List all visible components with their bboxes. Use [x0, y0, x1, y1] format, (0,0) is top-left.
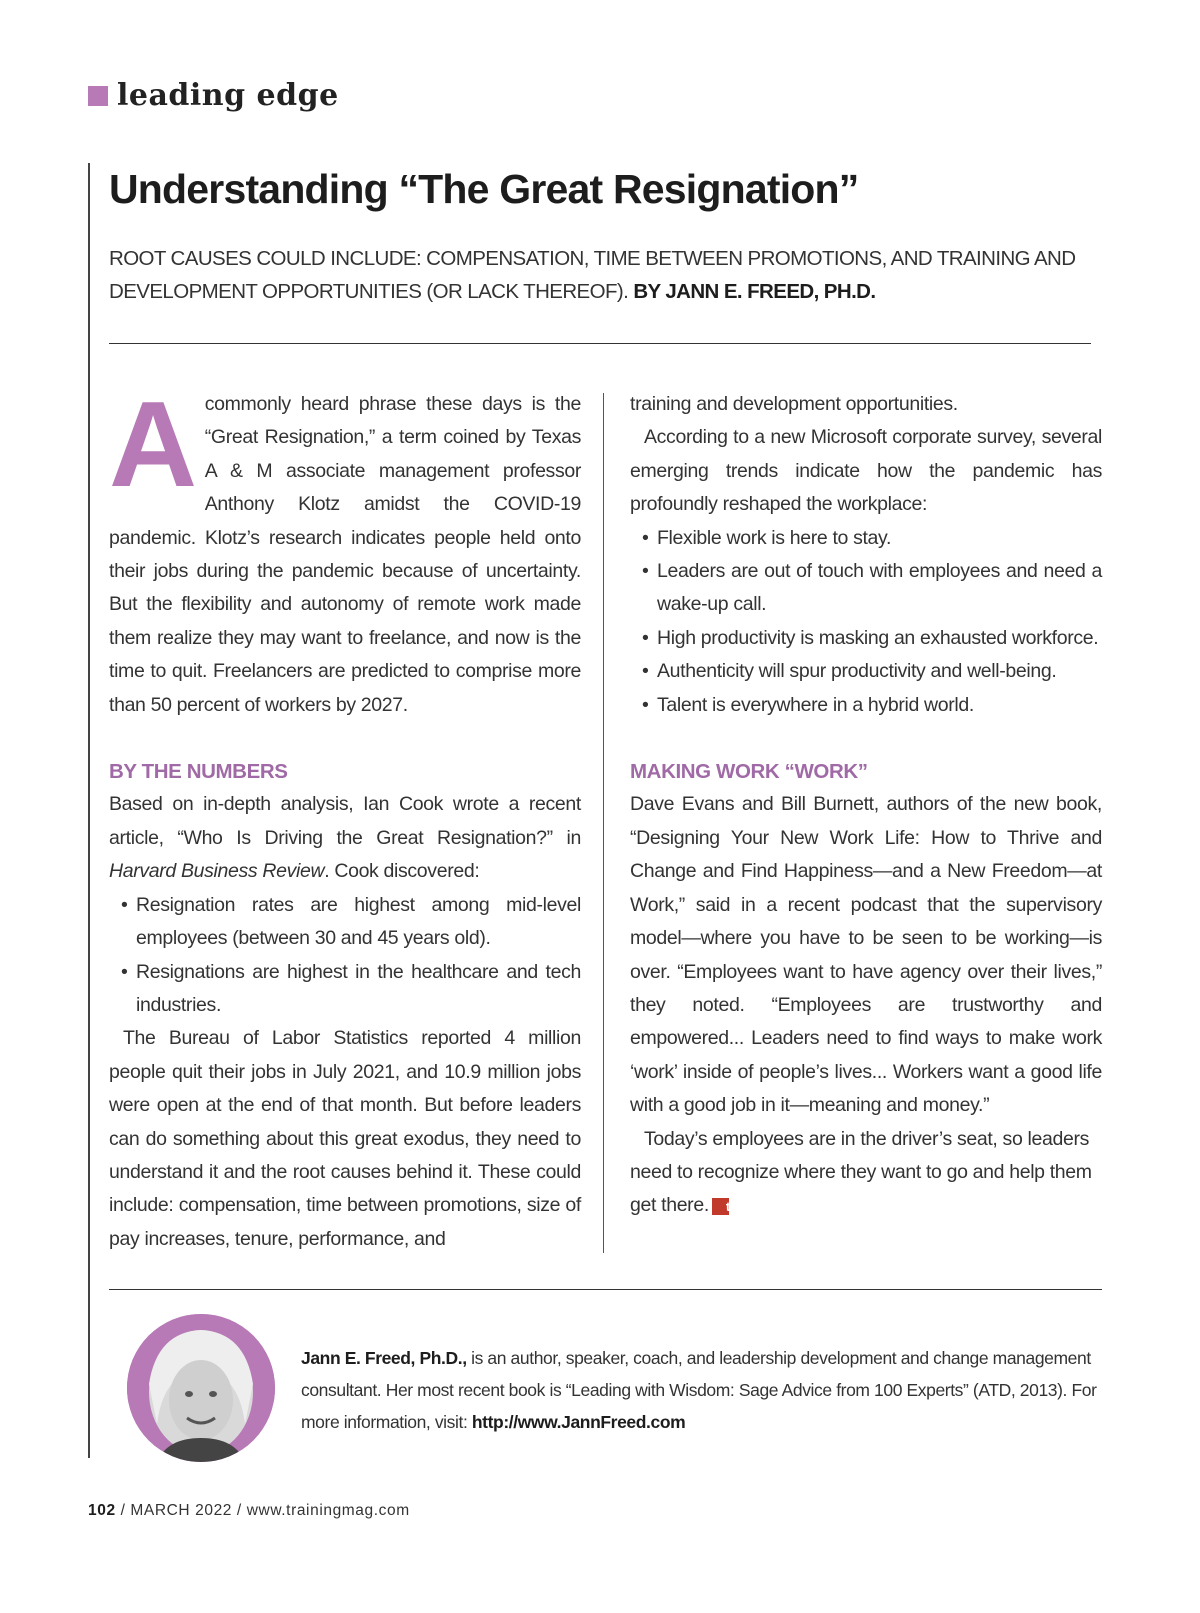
publication-title: Harvard Business Review	[109, 860, 325, 883]
bls-paragraph: The Bureau of Labor Statistics reported 4 million people quit their jobs in July 2021, and 10.9 million jobs were open at the end of that month. But before leaders can do something about this great exodus, they need to understand it and the root causes behind it. These could include: compensation, time between promotions, size of pay increases, tenure, performance, and	[109, 1027, 581, 1250]
microsoft-paragraph: According to a new Microsoft corporate survey, several emerging trends indicate how the pandemic has profoundly reshaped the workplace:	[630, 426, 1102, 516]
author-photo-icon	[127, 1314, 275, 1462]
numbers-text-end: . Cook discovered:	[324, 860, 480, 883]
list-item: • Leaders are out of touch with employees and need a wake-up call.	[630, 555, 1102, 622]
list-item: • Flexible work is here to stay.	[630, 522, 1102, 555]
page-number: 102	[88, 1502, 116, 1519]
bio-text: is an author, speaker, coach, and leadership development and change management consultant. Her most recent book is “Leading with Wisdom: Sage Advice from 100 Experts” (ATD, 2013). For more information, visit:	[301, 1348, 1097, 1432]
author-portrait	[127, 1314, 275, 1462]
intro-paragraph	[109, 376, 581, 722]
left-column	[109, 376, 581, 1256]
column-divider	[603, 393, 604, 1253]
numbers-bullet-list	[109, 889, 581, 1023]
closing-text: Today’s employees are in the driver’s seat, so leaders need to recognize where they want to go and help them get there.	[630, 1127, 1092, 1217]
article-headline: Understanding “The Great Resignation”	[109, 166, 859, 212]
bio-website-link[interactable]: http://www.JannFreed.com	[471, 1412, 686, 1432]
page-footer	[88, 1502, 410, 1520]
deck-text: ROOT CAUSES COULD INCLUDE: COMPENSATION, TIME BETWEEN PROMOTIONS, AND TRAINING AND DEVELOPMENT OPPORTUNITIES (OR LACK THEREOF).	[109, 247, 1076, 303]
list-item: • Resignation rates are highest among mid-level employees (between 30 and 45 years old).	[109, 889, 581, 956]
bio-divider	[109, 1289, 1102, 1290]
footer-text: / MARCH 2022 / www.trainingmag.com	[115, 1502, 410, 1519]
byline: BY JANN E. FREED, PH.D.	[633, 280, 876, 303]
right-column	[630, 388, 1102, 1223]
section-tag	[88, 78, 339, 113]
continuation-text: training and development opportunities.	[630, 393, 958, 415]
list-item: • Talent is everywhere in a hybrid world.	[630, 689, 1102, 722]
list-item: • Resignations are highest in the healthcare and tech industries.	[109, 956, 581, 1023]
end-mark-icon: t	[712, 1198, 729, 1215]
subhead-by-the-numbers: BY THE NUMBERS	[109, 760, 288, 784]
section-label: leading edge	[117, 78, 339, 113]
section-square-icon	[88, 86, 108, 106]
left-vertical-rule	[88, 163, 90, 1458]
evans-burnett-paragraph: Dave Evans and Bill Burnett, authors of the new book, “Designing Your New Work Life: How to Thrive and Change and Find Happiness—and a New Freedom—at Work,” said in a recent podcast that the supervisory model—where you have to be seen to be working—is over. “Employees want to have agency over their lives,” they noted. “Employees are trustworthy and empowered... Leaders need to find ways to make work ‘work’ inside of people’s lives... Workers want a good life with a good job in it—meaning and money.”	[630, 793, 1102, 1117]
drop-cap: A	[109, 376, 197, 512]
list-item: • High productivity is masking an exhausted workforce.	[630, 622, 1102, 655]
trends-bullet-list	[630, 522, 1102, 722]
article-deck	[109, 242, 1089, 308]
subhead-making-work-work: MAKING WORK “WORK”	[630, 760, 868, 784]
list-item: • Authenticity will spur productivity and well-being.	[630, 655, 1102, 688]
intro-text: commonly heard phrase these days is the “Great Resignation,” a term coined by Texas A & M associate management professor Anthony Klotz amidst the COVID-19 pandemic. Klotz’s research indicates people held onto their jobs during the pandemic because of uncertainty. But the flexibility and autonomy of remote work made them realize they may want to freelance, and now is the time to quit. Freelancers are predicted to comprise more than 50 percent of workers by 2027.	[109, 393, 581, 716]
numbers-text-start: Based on in-depth analysis, Ian Cook wrote a recent article, “Who Is Driving the Great Resignation?” in	[109, 793, 581, 849]
header-divider	[109, 343, 1091, 344]
author-bio	[301, 1342, 1101, 1438]
numbers-paragraph	[109, 788, 581, 888]
closing-paragraph	[630, 1123, 1102, 1223]
bio-name: Jann E. Freed, Ph.D.,	[301, 1348, 467, 1368]
